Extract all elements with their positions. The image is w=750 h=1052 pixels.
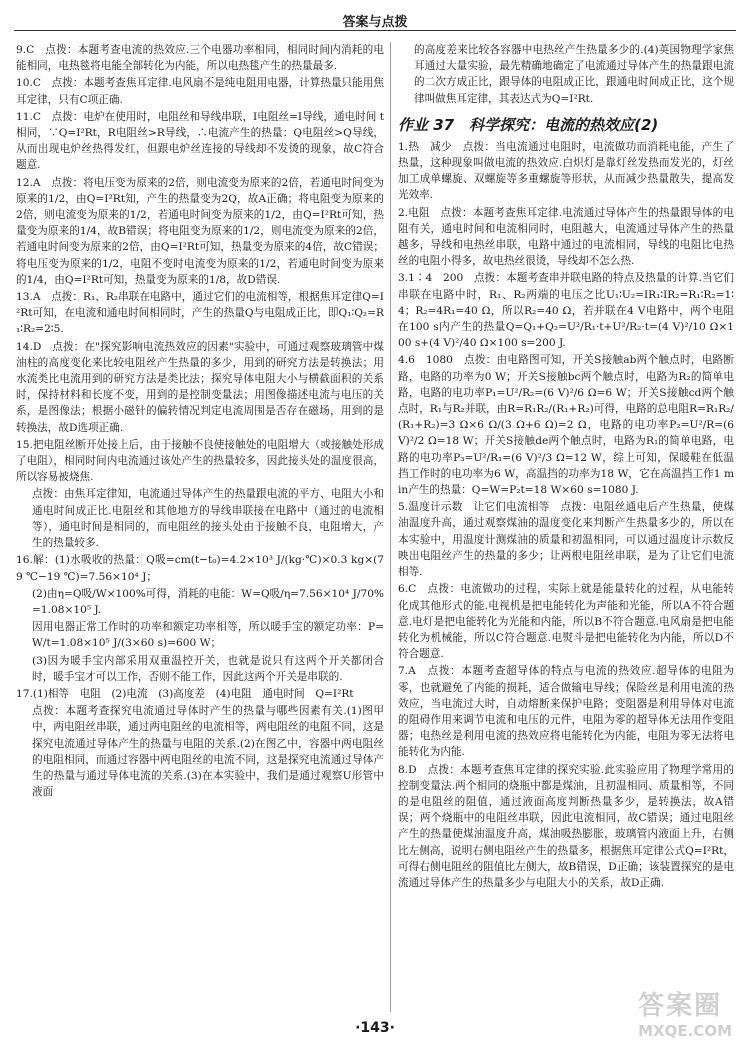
answer-step: (2)由η=Q吸/W×100%可得，消耗的电能：W=Q吸/η=7.56×10⁴ J/70%=1.08×10⁵ J. — [32, 587, 384, 616]
answer-item: 9.C 点拨：本题考查电流的热效应.三个电器功率相同，相同时间内消耗的电能相同，电热毯将电能全部转化为内能，所以电热毯产生的热量最多. — [16, 44, 384, 73]
right-column — [398, 42, 734, 1012]
answer-item: 6.C 点拨：电流做功的过程，实际上就是能量转化的过程，从电能转化成其他形式的能.电视机是把电能转化为声能和光能，所以A不符合题意.电灯是把电能转化为光能和内能，所以B不符合题意.电风扇是把电能转化为机械能，所以C符合题意.电熨斗是把电能转化为内能，所以D不符合题意. — [398, 583, 734, 661]
watermark-text: 答案圈 — [638, 991, 723, 1021]
answer-note: 点拨：由焦耳定律知，电流通过导体产生的热量跟电流的平方、电阻大小和通电时间成正比.电阻丝和其他地方的导线串联接在电路中（通过的电流相等），通电时间是相同的，而电阻丝的接头处由于接触不良，电阻增大，产生的热量较多. — [32, 488, 384, 550]
left-column — [16, 42, 384, 1012]
answer-item: 14.D 点拨：在"探究影响电流热效应的因素"实验中，可通过观察玻璃管中煤油柱的高度变化来比较电阻丝产生热量的多少，用到的研究方法是转换法；用水流类比电流用到的研究方法是类比法；探究导体电阻大小与横截面积的关系时，保持材料和长度不变，用到的是控制变量法；用图像描述电流与电压的关系，是图像法；根据小磁针的偏转情况判定电流周围是否存在磁场，用到的是转换法，故D选项正确. — [16, 340, 384, 434]
answer-item: 2.电阻 点拨：本题考查焦耳定律.电流通过导体产生的热量跟导体的电阻有关，通电时间和电流相同时，电阻越大，电流通过导体产生的热量越多，导线和电热丝串联，电路中通过的电流相同，导线的电阻比电热丝的电阻小得多，故电热丝很烫，导线却不怎么热. — [398, 206, 734, 268]
answer-step: (3)因为暖手宝内部采用双重温控开关，也就是说只有这两个开关都闭合时，暖手宝才可以工作，否则不能工作，因此这两个开关是串联的. — [32, 654, 384, 683]
header-title: 答案与点拨 — [342, 15, 408, 30]
page-header — [0, 0, 750, 34]
answer-item: 1.热 减少 点拨：当电流通过电阻时，电流做功而消耗电能，产生了热量，这种现象叫做电流的热效应.白炽灯是靠灯丝发热而发光的，灯丝加工成单螺旋、双螺旋等多重螺旋等形状，从而减少热量散失，提高发光效率. — [398, 140, 734, 202]
answer-item: 7.A 点拨：本题考查超导体的特点与电流的热效应.超导体的电阻为零，也就避免了内能的损耗，适合做输电导线；保险丝是利用电流的热效应，当电流过大时，自动熔断来保护电路；变阻器是利用导体对电流的阻碍作用来调节电流和电压的元件，电阻为零的超导体无法用作变阻器；电热丝是利用电流的热效应将电能转化为内能，电阻为零无法将电能转化为内能. — [398, 665, 734, 759]
page-number: ·143· — [355, 1020, 395, 1036]
answer-continuation: 的高度差来比较各容器中电热丝产生热量多少的.(4)英国物理学家焦耳通过大量实验，最先精确地确定了电流通过导体产生的热量跟电流的二次方成正比，跟导体的电阻成正比，跟通电时间成正比，这个规律叫做焦耳定律，其表达式为Q=I²Rt. — [414, 44, 734, 105]
answer-item: 5.温度计示数 让它们电流相等 点拨：电阻丝通电后产生热量，使煤油温度升高，通过观察煤油的温度变化来判断产生热量多少的，所以在本实验中，用温度计测煤油的质量和初温相同，可以通过温度计示数反映出电阻丝产生的热量的多少；让两根电阻丝串联，是为了让它们电流相等. — [398, 501, 734, 579]
answer-item: 4.6 1080 点拨：由电路图可知，开关S接触ab两个触点时，电路断路，电路的功率为0 W；开关S接触bc两个触点时，电路为R₂的简单电路，电路的电功率P₁=U²/R₂=(6 V)²/6 Ω=6 W；开关S接触cd两个触点时，R₁与R₂并联，由R=R₁R₂/(R₁+R₂)可得，电路的总电阻R=R₁R₂/(R₁+R₂)=3 Ω×6 Ω/(3 Ω+6 Ω)=2 Ω，电路的电功率P₂=U²/R=(6 V)²/2 Ω=18 W；开关S接触de两个触点时，电路为R₁的简单电路，电路的电功率P₃=U²/R₁=(6 V)²/3 Ω=12 W，综上可知，保暖鞋在低温挡工作时的电功率为6 W，高温挡的功率为18 W，它在高温挡工作1 min产生的热量：Q=W=P₂t=18 W×60 s=1080 J. — [398, 354, 734, 497]
answer-item: 17.(1)相等 电阻 (2)电流 (3)高度差 (4)电阻 通电时间 Q=I²Rt — [16, 687, 354, 700]
column-divider — [390, 42, 391, 1012]
answer-item: 15.把电阻丝断开处接上后，由于接触不良使接触处的电阻增大（或接触处形成了电阻），相同时间内电流通过该处产生的热量较多，因此接头处的温度很高，所以容易被烧焦. — [16, 438, 384, 484]
section-title: 作业 37 科学探究：电流的热效应(2) — [398, 115, 659, 134]
answer-item: 8.D 点拨：本题考查焦耳定律的探究实验.此实验应用了物理学常用的控制变量法.两个相同的烧瓶中都是煤油，且初温相同、质量相等，不同的是电阻丝的阻值，通过液面高度判断热量多少，是转换法，故A错误；两个烧瓶中的电阻丝串联，因此电流相同，故C错误；通过电阻丝产生的热量使煤油温度升高，煤油吸热膨胀，玻璃管内液面上升，右侧比左侧高，说明右侧电阻丝产生的热量多，根据焦耳定律公式Q=I²Rt，可得右侧电阻丝的阻值比左侧大，故B错误，D正确；该装置探究的是电流通过导体产生的热量多少与电阻大小的关系，故D正确. — [398, 763, 734, 889]
watermark-logo — [638, 985, 732, 1040]
answer-item: 13.A 点拨：R₁、R₂串联在电路中，通过它们的电流相等，根据焦耳定律Q=I²Rt可知，在电流和通电时间相同时，产生的热量Q与电阻成正比，即Q₁∶Q₂=R₁∶R₂=2∶5. — [16, 291, 384, 336]
answer-item: 10.C 点拨：本题考查焦耳定律.电风扇不是纯电阻用电器，计算热量只能用焦耳定律，只有C项正确. — [16, 77, 384, 106]
answer-step: 因用电器正常工作时的功率和额定功率相等，所以暖手宝的额定功率：P=W/t=1.08×10⁵ J/(3×60 s)=600 W； — [32, 621, 384, 650]
watermark-url: MXQE.COM — [638, 1022, 732, 1040]
answer-item: 16.解：(1)水吸收的热量：Q吸=cm(t−t₀)=4.2×10³ J/(kg·℃)×0.3 kg×(79 ℃−19 ℃)=7.56×10⁴ J； — [16, 554, 384, 583]
answer-note: 点拨：本题考查探究电流通过导体时产生的热量与哪些因素有关.(1)图甲中，两电阻丝串联，通过两电阻丝的电流相等，两电阻丝的电阻不同，这是探究电流通过导体产生的热量与电阻的关系.(2)在图乙中，容器中两电阻丝的电阻相同，而通过容器中两电阻丝的电流不同，这是探究电流通过导体产生的热量与通过导体电流的关系.(3)在本实验中，我们是通过观察U形管中液面 — [32, 705, 384, 799]
answer-item: 3.1∶4 200 点拨：本题考查串并联电路的特点及热量的计算.当它们串联在电路中时，R₁、R₂两端的电压之比U₁∶U₂=IR₁∶IR₂=R₁∶R₂=1∶4；R₂=4R₁=40 Ω，所以R₂=40 Ω，若并联在4 V电路中，两个电阻在100 s内产生的热量Q=Q₁+Q₂=U²/R₁·t+U²/R₂·t=(4 V)²/10 Ω×100 s+(4 V)²/40 Ω×100 s=200 J. — [398, 272, 734, 350]
answer-item: 11.C 点拨：电炉在使用时，电阻丝和导线串联，I电阻丝=I导线，通电时间 t 相同，∵Q=I²Rt，R电阻丝>R导线，∴电流产生的热量：Q电阻丝>Q导线，从而出现电炉丝热得发红，但跟电炉丝连接的导线却不发烫的现象，故C符合题意. — [16, 110, 384, 172]
header-rule — [14, 30, 736, 31]
answer-item: 12.A 点拨：将电压变为原来的2倍，则电流变为原来的2倍，若通电时间变为原来的1/2，由Q=I²Rt知，产生的热量变为2Q，故A正确；将电阻变为原来的2倍，则电流变为原来的1/2，若通电时间变为原来的1/2，由Q=I²Rt可知，热量变为原来的1/4，故B错误；将电阻变为原来的1/2，则电流变为原来的2倍，若通电时间变为原来的2倍，由Q=I²Rt可知，热量变为原来的4倍，故C错误；将电压变为原来的1/2，电阻不变时电流变为原来的1/2，若通电时间变为原来的1/4，由Q=I²Rt可知，热量变为原来的1/8，故D错误. — [16, 176, 384, 286]
